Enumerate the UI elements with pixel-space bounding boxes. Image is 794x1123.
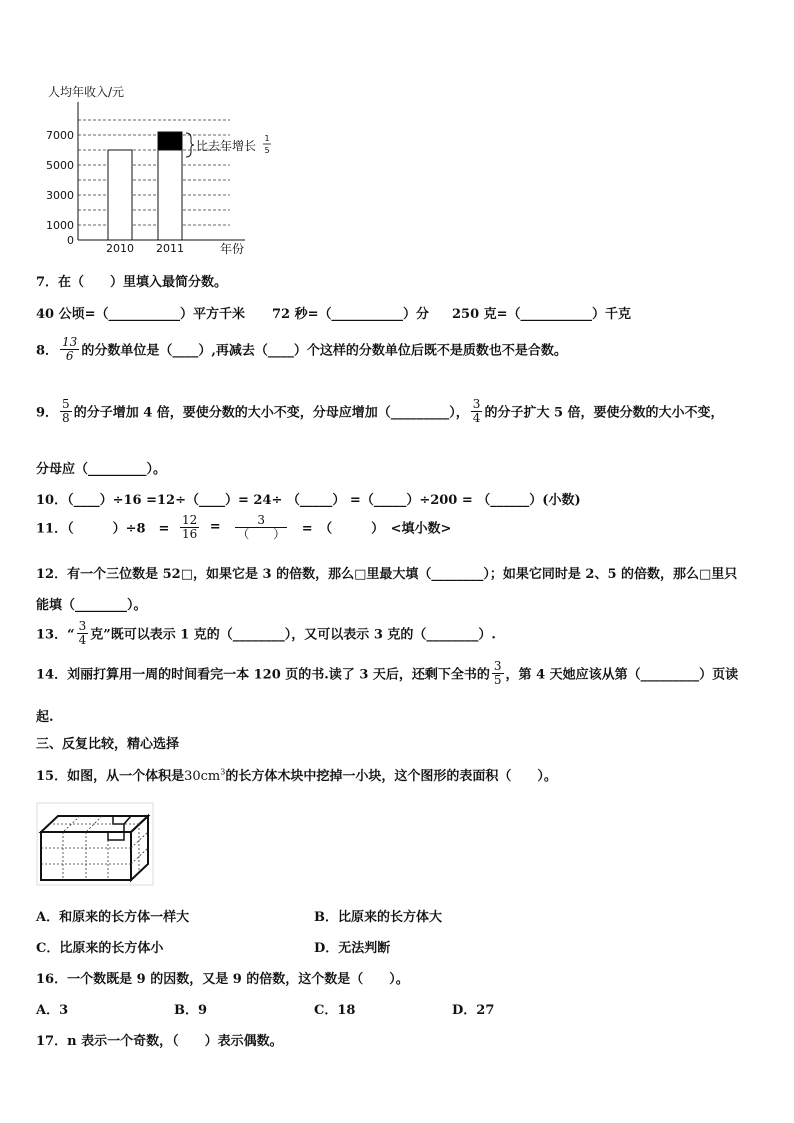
- frac-denominator: 5: [493, 672, 502, 687]
- x-tick-label: 2010: [106, 242, 134, 255]
- q15-text-2: 的长方体木块中挖掉一小块，这个图形的表面积（ ）。: [225, 769, 557, 784]
- y-tick-labels: [46, 129, 74, 247]
- frac-numerator: 3: [472, 397, 481, 411]
- q15-line: [36, 765, 557, 784]
- q7-item-a: 40 公顷=（___________）平方千米: [36, 307, 246, 322]
- q17-line: 17．n 表示一个奇数，（ ）表示偶数。: [36, 1034, 283, 1049]
- bar-increase-segment: [158, 132, 182, 150]
- q13-text-2: 克”既可以表示 1 克的（________），又可以表示 3 克的（________）.: [90, 627, 496, 643]
- q15-volume: 30cm: [184, 769, 221, 784]
- q15-option-d[interactable]: D．无法判断: [314, 941, 391, 956]
- frac-denominator: 4: [78, 632, 87, 647]
- q7-heading: 7．在（ ）里填入最简分数。: [36, 275, 228, 290]
- frac-numerator: 12: [181, 513, 198, 527]
- frac-numerator: 5: [62, 397, 70, 411]
- q11-fraction-2: [235, 514, 287, 540]
- income-bar-chart: [40, 78, 300, 263]
- q13-line: [36, 620, 496, 646]
- q16-line: 16．一个数既是 9 的因数，又是 9 的倍数，这个数是（ ）。: [36, 972, 409, 987]
- q12-line-2: 能填（________）。: [36, 598, 147, 613]
- q14-fraction: [492, 660, 504, 686]
- q11-equals: =: [209, 519, 221, 535]
- cuboid-figure: [36, 802, 156, 886]
- bar: [108, 150, 132, 240]
- frac-numerator: 3: [235, 514, 287, 528]
- q8-fraction: [60, 336, 79, 362]
- frac-numerator: 3: [493, 659, 502, 673]
- x-axis-label: 年份: [220, 242, 245, 256]
- q9-fraction-2: [471, 398, 483, 424]
- q9-text-1: 的分子增加 4 倍，要使分数的大小不变，分母应增加（_________），: [73, 405, 469, 421]
- x-tick-labels: [106, 242, 184, 255]
- bar: [158, 150, 182, 240]
- q9-line: [36, 398, 724, 424]
- y-tick-label: 0: [67, 234, 74, 247]
- q15-option-c[interactable]: C．比原来的长方体小: [36, 941, 164, 956]
- frac-denominator: （ ）: [237, 526, 286, 541]
- frac-numerator: 13: [62, 335, 78, 349]
- x-tick-label: 2011: [156, 242, 184, 255]
- q14-text-1: 14．刘丽打算用一周的时间看完一本 120 页的书.读了 3 天后，还剩下全书的: [36, 667, 490, 683]
- frac-denominator: 16: [181, 526, 198, 541]
- q9-line-2: 分母应（_________）。: [36, 462, 167, 477]
- q7-item-b: 72 秒=（___________）分: [272, 307, 430, 322]
- q8-text: 的分数单位是（____）,再减去（____）个这样的分数单位后既不是质数也不是合数。: [81, 343, 567, 359]
- y-axis-label: 人均年收入/元: [48, 85, 125, 99]
- q11-text-1: 11．（ ）÷8 =: [36, 521, 170, 537]
- q8-line: [36, 336, 567, 362]
- y-tick-label: 1000: [46, 219, 74, 232]
- cuboid-right: [131, 816, 148, 880]
- q14-line-2: 起.: [36, 710, 54, 725]
- q16-option-b[interactable]: B．9: [174, 1003, 208, 1018]
- frac-numerator: 3: [78, 619, 87, 633]
- q8-number: 8．: [36, 343, 59, 359]
- q15-option-a[interactable]: A．和原来的长方体一样大: [36, 910, 190, 925]
- y-tick-label: 3000: [46, 189, 74, 202]
- q13-text-1: 13．“: [36, 627, 75, 643]
- q9-fraction-1: [60, 398, 72, 424]
- q11-text-3: = （ ） <填小数>: [301, 521, 452, 537]
- frac-denominator: 8: [62, 410, 70, 425]
- q7-item-c: 250 克=（___________）千克: [452, 307, 632, 322]
- q11-line: [36, 514, 451, 540]
- chart-grid: [78, 120, 230, 225]
- q14-text-2: ，第 4 天她应该从第（_________）页读: [505, 667, 739, 683]
- y-tick-label: 5000: [46, 159, 74, 172]
- q10-line: 10．（____）÷16 =12÷（____）= 24÷ （_____） =（_____）÷200 = （______）(小数): [36, 493, 581, 508]
- y-tick-label: 7000: [46, 129, 74, 142]
- annotation-frac-d: 5: [264, 146, 270, 155]
- q11-fraction-1: [180, 514, 199, 540]
- annotation-text: 比去年增长: [196, 139, 257, 153]
- bars: [108, 132, 182, 240]
- q14-line: [36, 660, 738, 686]
- cut-notch: [113, 816, 131, 824]
- q13-fraction: [77, 620, 89, 646]
- q9-text-2: 的分子扩大 5 倍，要使分数的大小不变，: [484, 405, 724, 421]
- frac-denominator: 6: [65, 348, 74, 363]
- q16-option-d[interactable]: D．27: [452, 1003, 495, 1018]
- q16-option-a[interactable]: A．3: [36, 1003, 69, 1018]
- q15-text-1: 15．如图，从一个体积是: [36, 769, 185, 784]
- q15-volume-exponent: 3: [220, 767, 226, 777]
- annotation-brace: [186, 133, 194, 157]
- q9-number: 9．: [36, 405, 59, 421]
- frac-denominator: 4: [472, 410, 481, 425]
- section-3-heading: 三、反复比较，精心选择: [36, 737, 180, 752]
- q16-option-c[interactable]: C．18: [314, 1003, 356, 1018]
- q12-line-1: 12．有一个三位数是 52□，如果它是 3 的倍数，那么□里最大填（________）；如果它同时是 2、5 的倍数，那么□里只: [36, 567, 738, 582]
- annotation-frac-n: 1: [264, 134, 270, 143]
- q15-option-b[interactable]: B．比原来的长方体大: [314, 910, 442, 925]
